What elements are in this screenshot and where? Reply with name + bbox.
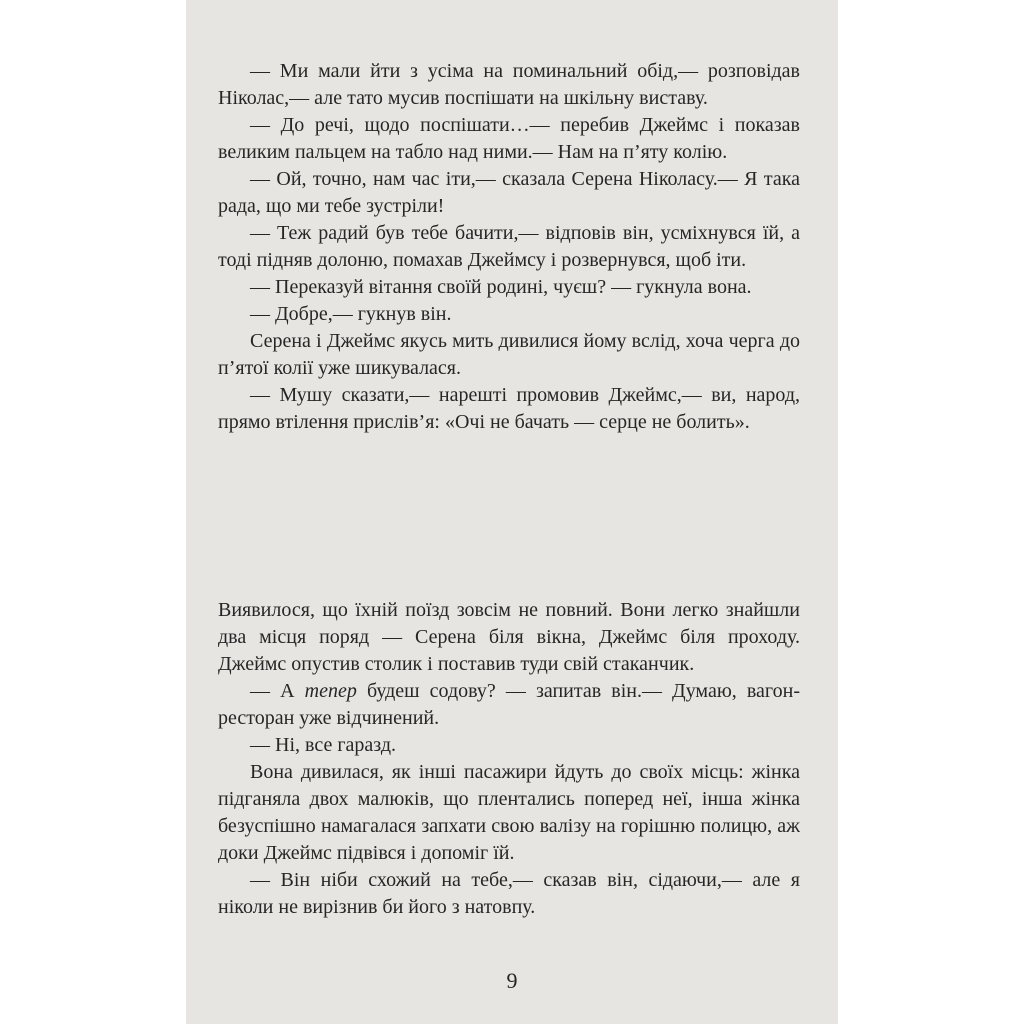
paragraph: — Він ніби схожий на тебе,— сказав він, сідаючи,— але я ніколи не вирізнив би його з натовпу. [218, 869, 800, 918]
text-section-2 [218, 597, 800, 921]
text-section-1 [218, 58, 800, 436]
paragraph: — Ні, все гаразд. [250, 734, 396, 756]
paragraph: — Мушу сказати,— нарешті промовив Джеймс,— ви, народ, прямо втілення прислів’я: «Очі не бачать — серце не болить». [218, 384, 800, 433]
paragraph-text: будеш содову? — запитав він.— Думаю, вагон-ресторан уже відчинений. [218, 680, 800, 729]
paragraph: — До речі, щодо поспішати…— перебив Джеймс і показав великим пальцем на табло над ними.— Нам на п’яту колію. [218, 114, 800, 163]
paragraph: — Теж радий був тебе бачити,— відповів він, усміхнувся їй, а тоді підняв долоню, помахав Джеймсу і розвернувся, щоб іти. [218, 222, 800, 271]
paragraph: — Ой, точно, нам час іти,— сказала Серена Ніколасу.— Я така рада, що ми тебе зустріли! [218, 168, 800, 217]
paragraph: Виявилося, що їхній поїзд зовсім не повний. Вони легко знайшли два місця поряд — Серена біля вікна, Джеймс біля проходу. Джеймс опустив столик і поставив туди свій стаканчик. [218, 599, 800, 675]
book-page [186, 0, 838, 1024]
paragraph: Вона дивилася, як інші пасажири йдуть до своїх місць: жінка підганяла двох малюків, що плентались поперед неї, інша жінка безуспішно намагалася запхати свою валізу на горішню полицю, аж доки Джеймс підвівся і допоміг їй. [218, 761, 800, 864]
paragraph: — Ми мали йти з усіма на поминальний обід,— розповідав Ніколас,— але тато мусив поспішати на шкільну виставу. [218, 60, 800, 109]
paragraph [218, 678, 800, 732]
paragraph: — Добре,— гукнув він. [250, 303, 452, 325]
paragraph: Серена і Джеймс якусь мить дивилися йому вслід, хоча черга до п’ятої колії уже шикувалася. [218, 330, 800, 379]
paragraph-text: — А [250, 680, 305, 702]
page-number: 9 [506, 968, 518, 993]
italic-word: тепер [304, 680, 357, 702]
paragraph: — Переказуй вітання своїй родині, чуєш? — гукнула вона. [250, 276, 752, 298]
